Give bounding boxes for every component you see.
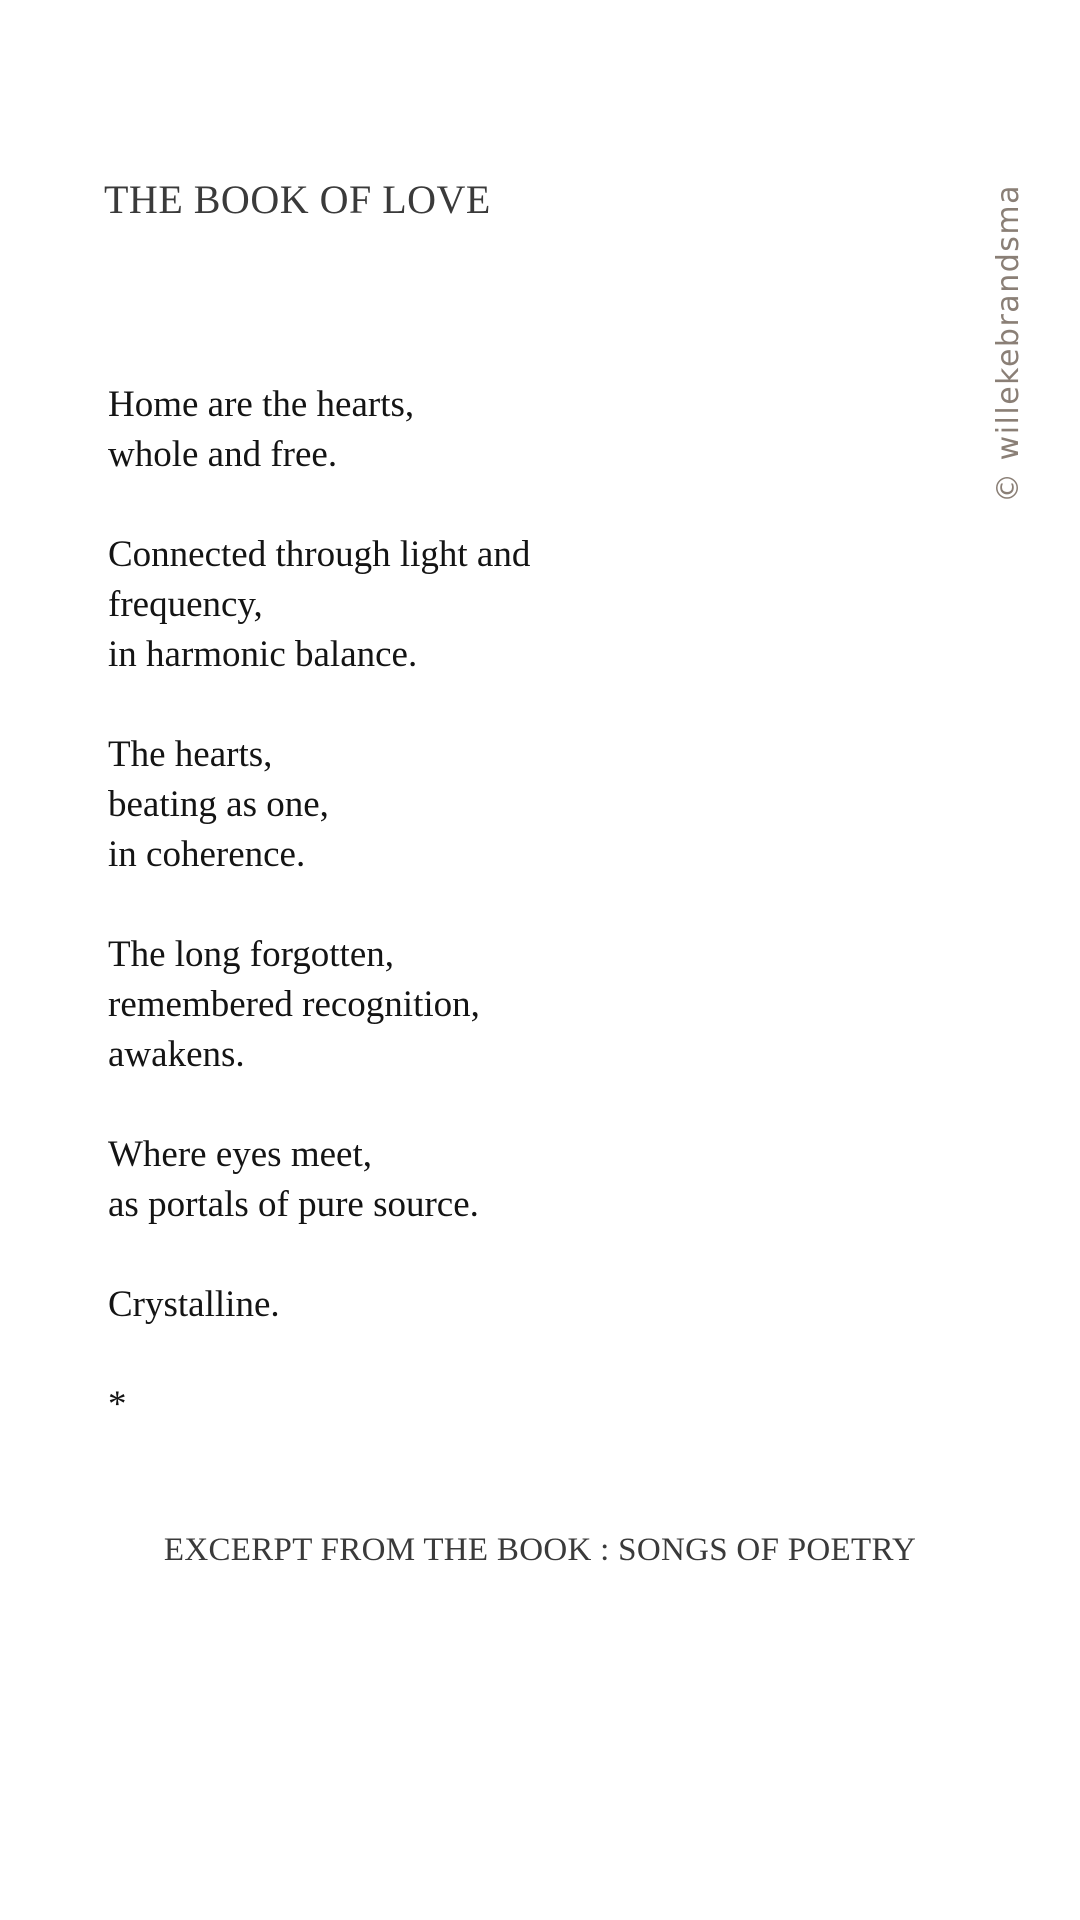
poem-line: The long forgotten, <box>108 934 395 975</box>
poem-line: frequency, <box>108 584 263 625</box>
poem-line: Connected through light and <box>108 534 531 575</box>
stanza <box>108 730 808 880</box>
poem-line: whole and free. <box>108 434 338 475</box>
poem-line: remembered recognition, <box>108 984 480 1025</box>
poem-line: Where eyes meet, <box>108 1134 372 1175</box>
stanza <box>108 1130 808 1230</box>
stanza <box>108 1280 808 1330</box>
poem-line: in coherence. <box>108 834 306 875</box>
poem-line: in harmonic balance. <box>108 634 418 675</box>
stanza <box>108 930 808 1080</box>
poem-line: The hearts, <box>108 734 273 775</box>
page-title: THE BOOK OF LOVE <box>104 177 491 222</box>
poem-line: beating as one, <box>108 784 329 825</box>
copyright-watermark: © willekebrandsma <box>991 184 1026 503</box>
end-mark: * <box>108 1384 127 1425</box>
poem-line: Home are the hearts, <box>108 384 415 425</box>
stanza <box>108 380 808 480</box>
poem-line: Crystalline. <box>108 1284 280 1325</box>
poem <box>108 380 808 1430</box>
book-excerpt-caption: EXCERPT FROM THE BOOK : SONGS OF POETRY <box>163 1532 917 1568</box>
stanza <box>108 530 808 680</box>
poem-line: as portals of pure source. <box>108 1184 479 1225</box>
poem-line: awakens. <box>108 1034 245 1075</box>
